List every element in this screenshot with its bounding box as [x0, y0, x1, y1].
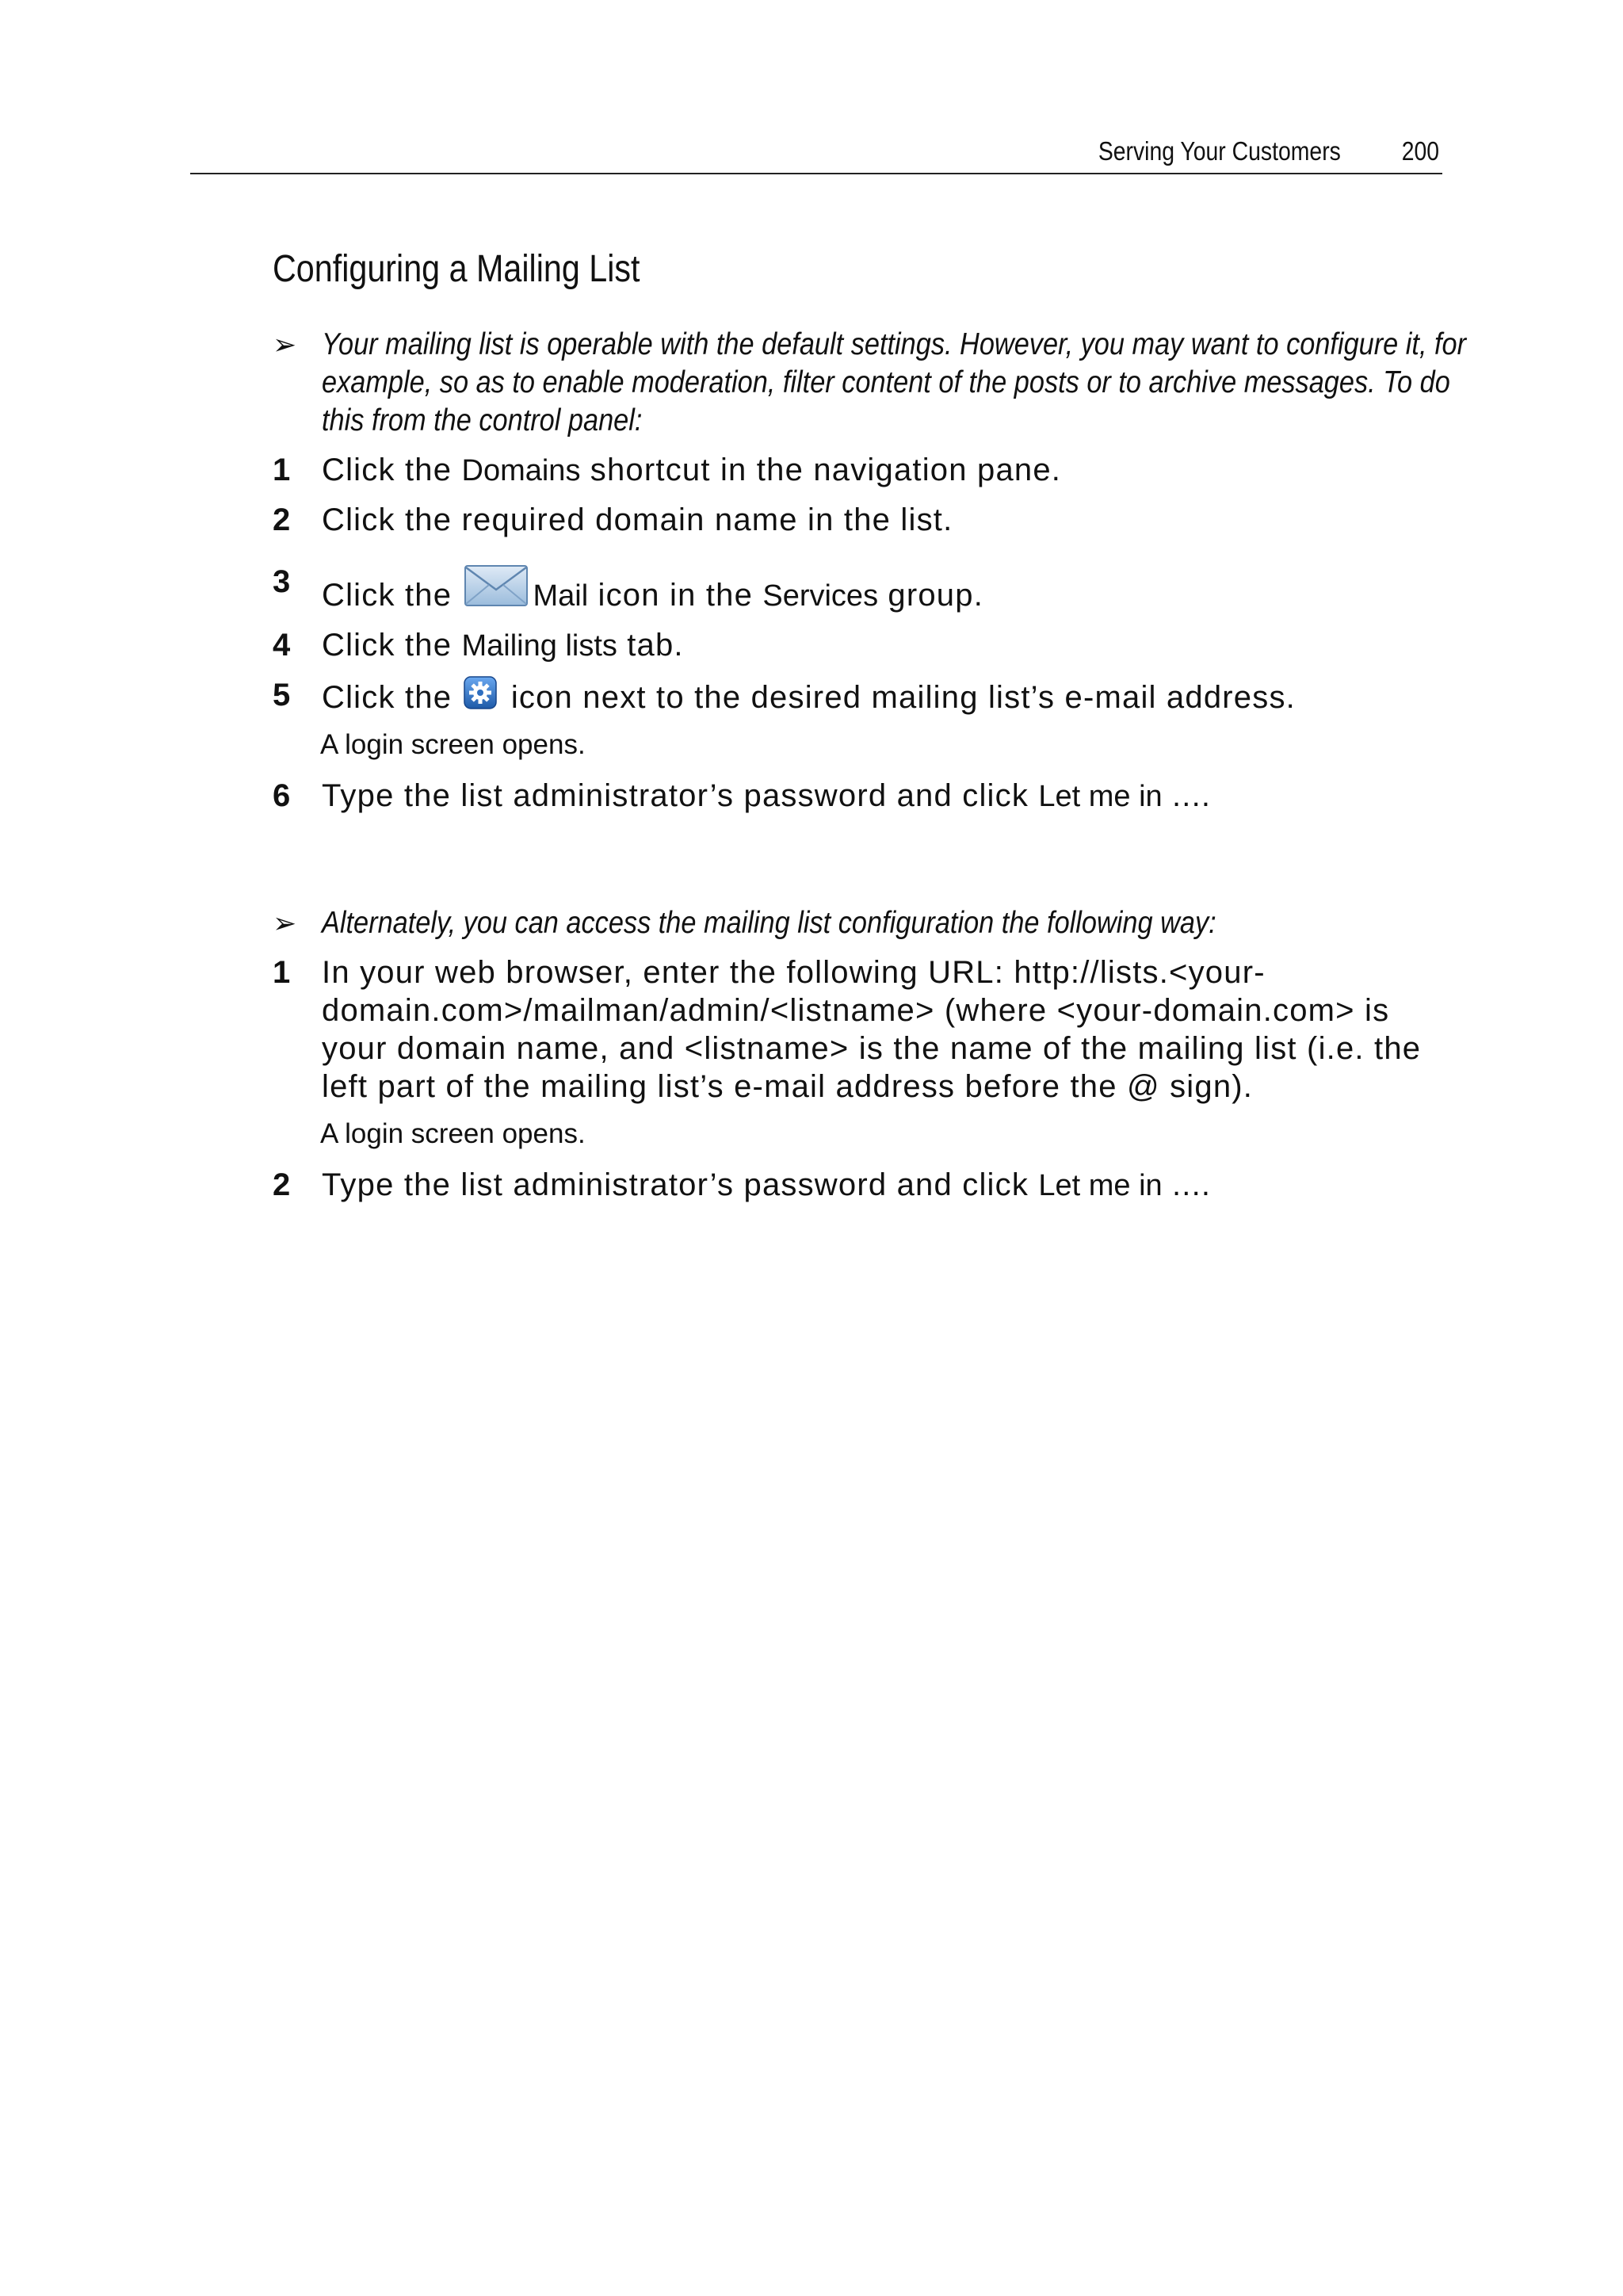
step-number: 5 — [273, 678, 291, 712]
step-text: Click the — [322, 578, 462, 613]
step-1 — [273, 451, 1430, 490]
step-2 — [273, 501, 1430, 539]
step-number: 2 — [273, 1167, 291, 1202]
step-text: Type the list administrator’s password and click — [322, 778, 1039, 813]
gear-icon — [464, 676, 497, 709]
procedure-intro — [273, 326, 1467, 440]
step-1 — [273, 953, 1430, 1106]
page-header — [190, 133, 1442, 174]
step-text: .... — [1162, 1167, 1212, 1202]
step-2 — [273, 1166, 1430, 1205]
step-text: icon next to the desired mailing list’s e-mail address. — [501, 680, 1296, 715]
arrow-bullet-icon: ➢ — [273, 328, 297, 361]
ui-term-domains: Domains — [461, 454, 581, 487]
step-6 — [273, 777, 1430, 816]
step-note: A login screen opens. — [320, 729, 586, 760]
step-text: icon in the — [588, 578, 763, 613]
ui-term-mail: Mail — [533, 579, 589, 613]
step-text: Click the — [322, 628, 462, 663]
step-number: 3 — [273, 564, 291, 599]
procedure-intro — [273, 904, 1430, 942]
step-text: .... — [1162, 778, 1212, 813]
ui-term-services: Services — [762, 579, 879, 613]
procedure-intro-text: Alternately, you can access the mailing list configuration the following way: — [322, 906, 1216, 940]
step-text: shortcut in the navigation pane. — [580, 453, 1062, 487]
envelope-icon — [464, 563, 529, 609]
ui-term-let-me-in: Let me in — [1038, 780, 1163, 813]
step-number: 4 — [273, 628, 291, 663]
arrow-bullet-icon: ➢ — [273, 907, 297, 939]
step-number: 1 — [273, 453, 291, 487]
step-3 — [273, 563, 1430, 615]
section-spacer — [273, 827, 1430, 904]
page-content — [273, 247, 1467, 1216]
step-4 — [273, 626, 1430, 665]
ui-term-let-me-in: Let me in — [1038, 1169, 1163, 1202]
step-number: 1 — [273, 955, 291, 990]
step-text: In your web browser, enter the following URL: http://lists.<your-domain.com>/mailman/admin/<listname> (where <your-domain.com> is your domain name, and <listname> is the name of the mailing list (i.e. the left part of the mailing list’s e-mail address before the @ sign). — [322, 955, 1422, 1104]
step-text: Type the list administrator’s password and click — [322, 1167, 1039, 1202]
step-text: Click the — [322, 680, 462, 715]
step-number: 2 — [273, 502, 291, 537]
step-5 — [273, 676, 1430, 716]
step-text: Click the required domain name in the list. — [322, 502, 953, 537]
step-number: 6 — [273, 778, 291, 813]
ui-term-mailing-lists: Mailing lists — [461, 629, 617, 663]
step-text: group. — [878, 578, 984, 613]
section-title: Configuring a Mailing List — [273, 248, 640, 290]
header-page-number: 200 — [1401, 136, 1439, 166]
step-note: A login screen opens. — [320, 1118, 586, 1149]
step-text: tab. — [617, 628, 684, 663]
step-text: Click the — [322, 453, 462, 487]
procedure-intro-text: Your mailing list is operable with the default settings. However, you may want to configure it, for example, so as to enable moderation, filter content of the posts or to archive messages. To do this from the control panel: — [322, 327, 1467, 437]
header-section-title: Serving Your Customers — [1098, 136, 1341, 166]
